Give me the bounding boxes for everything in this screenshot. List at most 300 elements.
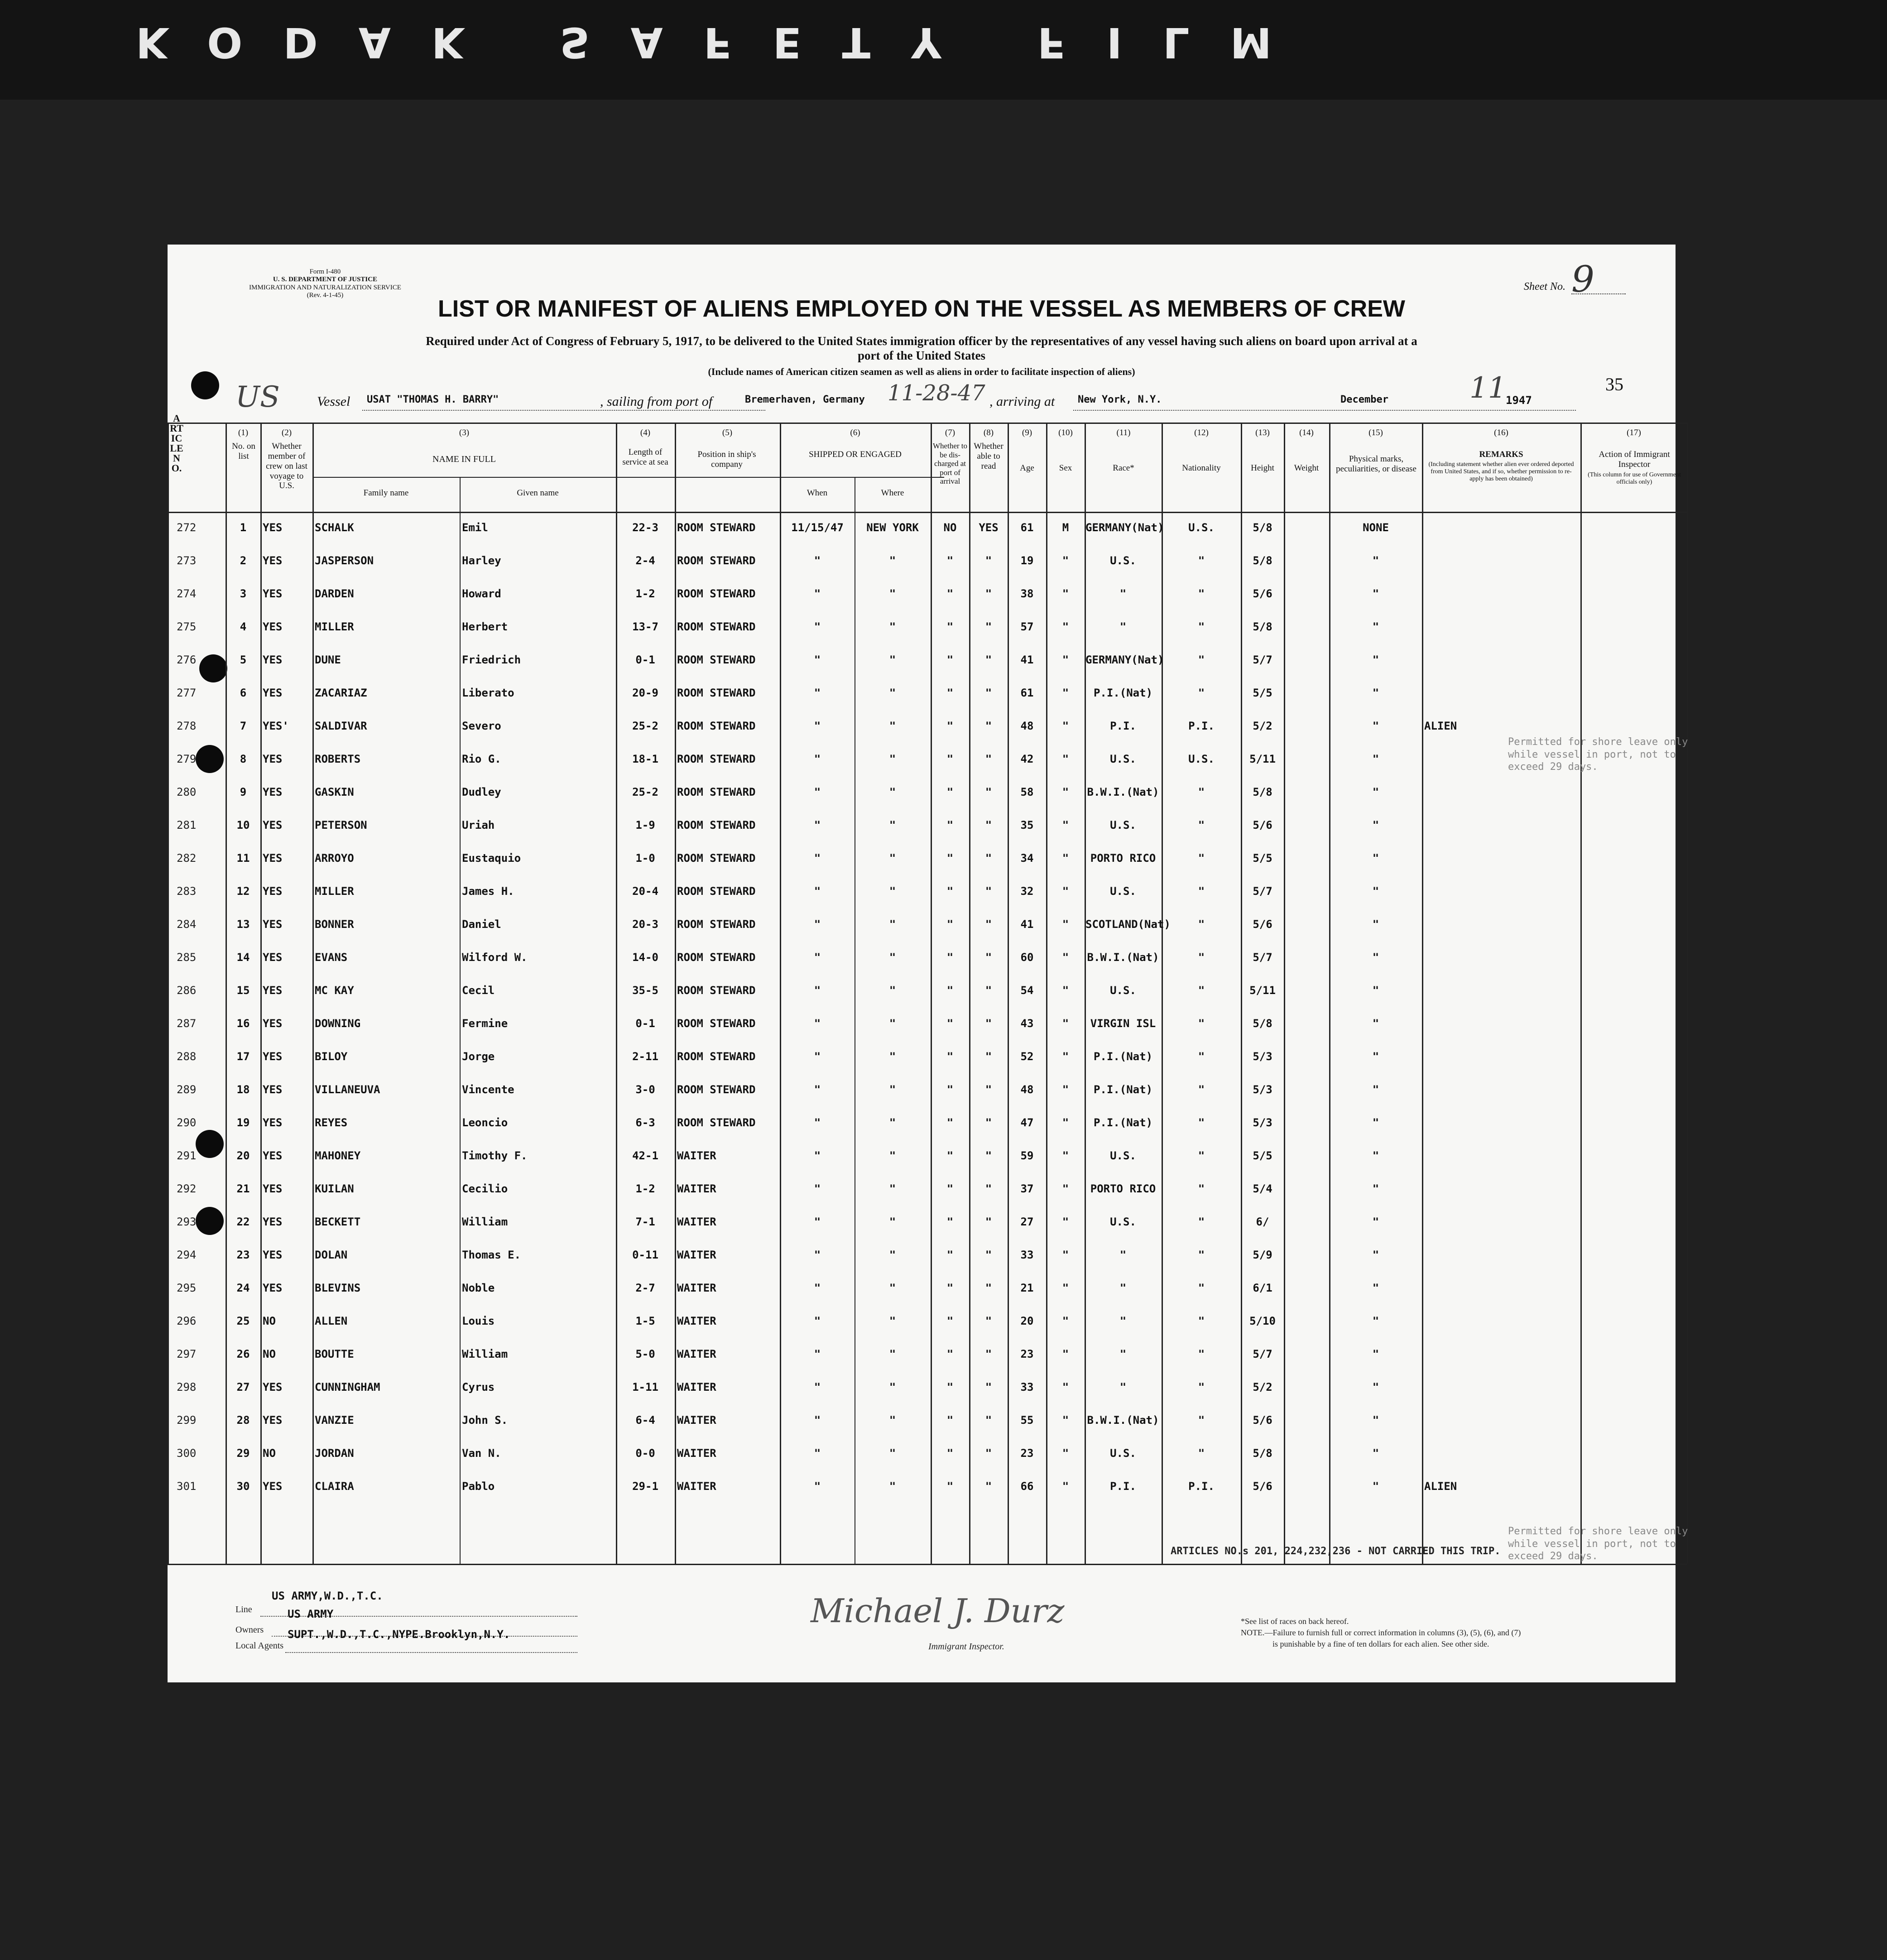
cell-nat: " xyxy=(1198,1083,1205,1096)
cell-position: WAITER xyxy=(677,1480,716,1493)
col-rule xyxy=(226,423,227,1564)
cell-read: " xyxy=(985,951,992,964)
cell-disch: " xyxy=(946,587,954,600)
cell-nat: " xyxy=(1198,1050,1205,1063)
articles-not-carried: ARTICLES NO.s 201, 224,232,236 - NOT CARRIED THIS TRIP. xyxy=(1171,1546,1501,1557)
cell-read: " xyxy=(985,1480,992,1493)
cell-position: WAITER xyxy=(677,1249,716,1261)
cell-where: " xyxy=(889,1348,896,1360)
header-age: Age xyxy=(1020,463,1034,473)
cell-service: 6-3 xyxy=(635,1116,655,1129)
cell-sex: " xyxy=(1062,786,1069,798)
cell-given: Wilford W. xyxy=(462,951,528,964)
cell-sex: " xyxy=(1062,1083,1069,1096)
cell-service: 20-4 xyxy=(632,885,658,898)
cell-read: " xyxy=(985,620,992,633)
cell-where: " xyxy=(889,852,896,865)
cell-race: " xyxy=(1119,1315,1127,1327)
port-to: New York, N.Y. xyxy=(1078,394,1162,405)
cell-race: SCOTLAND(Nat) xyxy=(1085,918,1171,931)
cell-position: ROOM STEWARD xyxy=(677,984,756,997)
cell-crew: YES xyxy=(263,984,283,997)
cell-disch: " xyxy=(946,753,954,765)
cell-no: 15 xyxy=(236,984,250,997)
cell-crew: YES xyxy=(263,1116,283,1129)
cell-where: " xyxy=(889,1480,896,1493)
cell-given: Uriah xyxy=(462,819,495,831)
cell-crew: NO xyxy=(263,1447,276,1460)
cell-race: " xyxy=(1119,1282,1127,1294)
cell-phys: " xyxy=(1372,1215,1379,1228)
cell-position: WAITER xyxy=(677,1447,716,1460)
cell-service: 14-0 xyxy=(632,951,658,964)
cell-height: 5/7 xyxy=(1253,1348,1272,1360)
cell-given: Severo xyxy=(462,720,501,732)
cell-nat: " xyxy=(1198,554,1205,567)
cell-service: 35-5 xyxy=(632,984,658,997)
cell-where: " xyxy=(889,1315,896,1327)
cell-read: " xyxy=(985,1083,992,1096)
cell-position: ROOM STEWARD xyxy=(677,918,756,931)
cell-nat: " xyxy=(1198,1249,1205,1261)
cell-nat: " xyxy=(1198,653,1205,666)
cell-family: DOLAN xyxy=(315,1249,348,1261)
cell-read: " xyxy=(985,1315,992,1327)
cell-nat: " xyxy=(1198,1215,1205,1228)
form-number: Form I-480 xyxy=(309,268,341,275)
cell-age: 60 xyxy=(1020,951,1034,964)
cell-crew: YES xyxy=(263,1249,283,1261)
cell-race: PORTO RICO xyxy=(1090,1182,1156,1195)
cell-phys: " xyxy=(1372,1348,1379,1360)
cell-read: " xyxy=(985,653,992,666)
cell-race: VIRGIN ISL xyxy=(1090,1017,1156,1030)
cell-nat: " xyxy=(1198,1149,1205,1162)
cell-service: 29-1 xyxy=(632,1480,658,1493)
cell-race: U.S. xyxy=(1110,984,1136,997)
vessel-label: Vessel xyxy=(317,394,351,409)
cell-given: Van N. xyxy=(462,1447,501,1460)
cell-nat: " xyxy=(1198,1282,1205,1294)
cell-service: 2-7 xyxy=(635,1282,655,1294)
header-when: When xyxy=(807,488,828,498)
form-service: IMMIGRATION AND NATURALIZATION SERVICE xyxy=(249,283,401,291)
cell-age: 32 xyxy=(1020,885,1034,898)
cell-where: " xyxy=(889,753,896,765)
cell-given: John S. xyxy=(462,1414,508,1427)
cell-phys: " xyxy=(1372,620,1379,633)
cell-nat: " xyxy=(1198,918,1205,931)
note-races: *See list of races on back hereof. xyxy=(1241,1617,1349,1626)
cell-sex: " xyxy=(1062,852,1069,865)
cell-given: William xyxy=(462,1348,508,1360)
cell-read: " xyxy=(985,587,992,600)
cell-phys: " xyxy=(1372,852,1379,865)
cell-service: 42-1 xyxy=(632,1149,658,1162)
cell-age: 57 xyxy=(1020,620,1034,633)
cell-crew: NO xyxy=(263,1315,276,1327)
cell-read: " xyxy=(985,1381,992,1393)
cell-height: 5/8 xyxy=(1253,1017,1272,1030)
header-num: (14) xyxy=(1299,428,1314,437)
cell-disch: " xyxy=(946,984,954,997)
cell-no: 10 xyxy=(236,819,250,831)
cell-crew: YES xyxy=(263,951,283,964)
cell-no: 9 xyxy=(240,786,247,798)
cell-no: 22 xyxy=(236,1215,250,1228)
header-crew-last-voyage: Whether member of crew on last voyage to U.S. xyxy=(266,442,307,491)
cell-phys: " xyxy=(1372,951,1379,964)
cell-where: " xyxy=(889,587,896,600)
manifest-document xyxy=(168,245,1688,1682)
cell-phys: " xyxy=(1372,885,1379,898)
header-discharged: Whether to be dis-charged at port of arrival xyxy=(933,442,967,486)
cell-position: ROOM STEWARD xyxy=(677,1050,756,1063)
article-number: 281 xyxy=(177,819,197,831)
cell-where: " xyxy=(889,1447,896,1460)
cell-disch: " xyxy=(946,554,954,567)
article-number: 295 xyxy=(177,1282,197,1294)
article-number: 289 xyxy=(177,1083,197,1096)
article-number: 283 xyxy=(177,885,197,898)
cell-age: 54 xyxy=(1020,984,1034,997)
cell-crew: YES' xyxy=(263,720,289,732)
cell-given: Fermine xyxy=(462,1017,508,1030)
article-number: 299 xyxy=(177,1414,197,1427)
cell-when: " xyxy=(814,1414,821,1427)
cell-disch: " xyxy=(946,1348,954,1360)
cell-nat: " xyxy=(1198,1447,1205,1460)
cell-race: B.W.I.(Nat) xyxy=(1087,951,1159,964)
cell-family: BONNER xyxy=(315,918,354,931)
cell-disch: " xyxy=(946,819,954,831)
cell-age: 48 xyxy=(1020,1083,1034,1096)
cell-read: " xyxy=(985,1050,992,1063)
article-number: 279 xyxy=(177,753,197,765)
header-weight: Weight xyxy=(1294,463,1319,473)
header-num: (9) xyxy=(1022,428,1032,437)
header-num: (8) xyxy=(983,428,994,437)
cell-read: " xyxy=(985,1249,992,1261)
cell-no: 20 xyxy=(236,1149,250,1162)
cell-phys: " xyxy=(1372,1083,1379,1096)
cell-phys: " xyxy=(1372,1381,1379,1393)
cell-where: " xyxy=(889,1149,896,1162)
cell-service: 20-9 xyxy=(632,687,658,699)
cell-where: " xyxy=(889,720,896,732)
cell-family: BOUTTE xyxy=(315,1348,354,1360)
cell-phys: " xyxy=(1372,786,1379,798)
cell-nat: P.I. xyxy=(1188,720,1215,732)
cell-service: 22-3 xyxy=(632,521,658,534)
cell-service: 1-11 xyxy=(632,1381,658,1393)
cell-family: BILOY xyxy=(315,1050,348,1063)
cell-given: Daniel xyxy=(462,918,501,931)
cell-family: SCHALK xyxy=(315,521,354,534)
cell-sex: " xyxy=(1062,1348,1069,1360)
article-number: 282 xyxy=(177,852,197,865)
cell-height: 5/9 xyxy=(1253,1249,1272,1261)
cell-phys: " xyxy=(1372,653,1379,666)
cell-service: 18-1 xyxy=(632,753,658,765)
header-remarks: REMARKS xyxy=(1479,450,1523,459)
cell-read: " xyxy=(985,885,992,898)
cell-family: GASKIN xyxy=(315,786,354,798)
cell-read: " xyxy=(985,687,992,699)
cell-disch: " xyxy=(946,786,954,798)
cell-crew: YES xyxy=(263,1215,283,1228)
cell-race: P.I. xyxy=(1110,720,1136,732)
cell-given: Cyrus xyxy=(462,1381,495,1393)
footer-line-value: US ARMY,W.D.,T.C. xyxy=(272,1590,383,1602)
header-num: (12) xyxy=(1194,428,1209,437)
header-num: (3) xyxy=(459,428,470,437)
header-action: Action of Immigrant Inspector xyxy=(1599,450,1670,469)
cell-where: " xyxy=(889,951,896,964)
cell-sex: " xyxy=(1062,620,1069,633)
arrival-year: 1947 xyxy=(1506,394,1532,407)
cell-height: 5/2 xyxy=(1253,720,1272,732)
cell-disch: " xyxy=(946,1215,954,1228)
cell-service: 0-1 xyxy=(635,653,655,666)
sheet-number: 9 xyxy=(1571,258,1594,300)
page-number: 35 xyxy=(1605,374,1623,394)
cell-height: 6/1 xyxy=(1253,1282,1272,1294)
cell-nat: " xyxy=(1198,984,1205,997)
col-rule xyxy=(168,423,169,1564)
cell-height: 5/6 xyxy=(1253,1414,1272,1427)
cell-disch: " xyxy=(946,1381,954,1393)
cell-age: 33 xyxy=(1020,1249,1034,1261)
cell-service: 20-3 xyxy=(632,918,658,931)
cell-age: 55 xyxy=(1020,1414,1034,1427)
cell-disch: " xyxy=(946,1149,954,1162)
cell-family: SALDIVAR xyxy=(315,720,367,732)
cell-family: DARDEN xyxy=(315,587,354,600)
cell-height: 5/3 xyxy=(1253,1083,1272,1096)
cell-position: ROOM STEWARD xyxy=(677,852,756,865)
cell-position: ROOM STEWARD xyxy=(677,1083,756,1096)
cell-race: B.W.I.(Nat) xyxy=(1087,1414,1159,1427)
cell-disch: " xyxy=(946,1182,954,1195)
cell-where: " xyxy=(889,1182,896,1195)
cell-read: " xyxy=(985,554,992,567)
cell-age: 38 xyxy=(1020,587,1034,600)
header-name-in-full: NAME IN FULL xyxy=(432,454,496,464)
cell-where: " xyxy=(889,1050,896,1063)
cell-when: " xyxy=(814,1182,821,1195)
cell-disch: " xyxy=(946,1249,954,1261)
cell-disch: NO xyxy=(943,521,957,534)
cell-sex: " xyxy=(1062,1017,1069,1030)
header-article: ARTICLE NO. xyxy=(170,413,183,474)
cell-crew: YES xyxy=(263,653,283,666)
cell-family: PETERSON xyxy=(315,819,367,831)
cell-disch: " xyxy=(946,1414,954,1427)
cell-read: " xyxy=(985,1116,992,1129)
subtitle-act: Required under Act of Congress of February 5, 1917, to be delivered to the United States immigration officer by the representatives of any vessel having such aliens on board upon arrival at a xyxy=(426,334,1417,348)
cell-read: " xyxy=(985,1182,992,1195)
cell-family: DOWNING xyxy=(315,1017,361,1030)
cell-race: " xyxy=(1119,1381,1127,1393)
cell-service: 2-4 xyxy=(635,554,655,567)
article-number: 294 xyxy=(177,1249,197,1261)
cell-disch: " xyxy=(946,918,954,931)
cell-read: " xyxy=(985,984,992,997)
cell-sex: " xyxy=(1062,554,1069,567)
cell-no: 2 xyxy=(240,554,247,567)
cell-sex: " xyxy=(1062,1050,1069,1063)
cell-when: 11/15/47 xyxy=(791,521,844,534)
cell-when: " xyxy=(814,852,821,865)
cell-when: " xyxy=(814,1116,821,1129)
cell-family: MAHONEY xyxy=(315,1149,361,1162)
cell-sex: " xyxy=(1062,918,1069,931)
cell-position: WAITER xyxy=(677,1282,716,1294)
cell-family: JORDAN xyxy=(315,1447,354,1460)
cell-service: 0-0 xyxy=(635,1447,655,1460)
cell-service: 0-11 xyxy=(632,1249,658,1261)
article-number: 298 xyxy=(177,1381,197,1393)
arriving-label: , arriving at xyxy=(989,394,1055,409)
cell-disch: " xyxy=(946,1315,954,1327)
cell-height: 5/8 xyxy=(1253,620,1272,633)
cell-no: 16 xyxy=(236,1017,250,1030)
cell-read: " xyxy=(985,1215,992,1228)
cell-race: P.I.(Nat) xyxy=(1093,1050,1153,1063)
cell-crew: YES xyxy=(263,885,283,898)
article-number: 284 xyxy=(177,918,197,931)
cell-no: 24 xyxy=(236,1282,250,1294)
cell-no: 4 xyxy=(240,620,247,633)
cell-height: 5/4 xyxy=(1253,1182,1272,1195)
cell-when: " xyxy=(814,720,821,732)
cell-race: U.S. xyxy=(1110,819,1136,831)
cell-when: " xyxy=(814,786,821,798)
cell-nat: " xyxy=(1198,1017,1205,1030)
cell-when: " xyxy=(814,1315,821,1327)
cell-no: 30 xyxy=(236,1480,250,1493)
cell-crew: YES xyxy=(263,1083,283,1096)
cell-position: ROOM STEWARD xyxy=(677,521,756,534)
cell-sex: " xyxy=(1062,885,1069,898)
cell-nat: " xyxy=(1198,786,1205,798)
cell-when: " xyxy=(814,1249,821,1261)
cell-phys: " xyxy=(1372,1315,1379,1327)
cell-age: 43 xyxy=(1020,1017,1034,1030)
cell-when: " xyxy=(814,1282,821,1294)
cell-sex: " xyxy=(1062,1149,1069,1162)
cell-given: Vincente xyxy=(462,1083,514,1096)
cell-race: GERMANY(Nat) xyxy=(1085,521,1164,534)
cell-family: ZACARIAZ xyxy=(315,687,367,699)
cell-service: 13-7 xyxy=(632,620,658,633)
header-num: (13) xyxy=(1255,428,1270,437)
cell-family: JASPERSON xyxy=(315,554,374,567)
cell-no: 17 xyxy=(236,1050,250,1063)
table-rule xyxy=(168,512,1687,513)
cell-given: Eustaquio xyxy=(462,852,521,865)
cell-family: BECKETT xyxy=(315,1215,361,1228)
cell-when: " xyxy=(814,885,821,898)
cell-race: " xyxy=(1119,587,1127,600)
cell-no: 12 xyxy=(236,885,250,898)
header-num: (2) xyxy=(281,428,292,437)
cell-sex: M xyxy=(1062,521,1069,534)
cell-phys: " xyxy=(1372,1017,1379,1030)
footer-dots xyxy=(285,1652,577,1653)
cell-age: 35 xyxy=(1020,819,1034,831)
cell-family: ARROYO xyxy=(315,852,354,865)
cell-nat: " xyxy=(1198,687,1205,699)
arrival-dots xyxy=(1073,410,1576,411)
cell-phys: " xyxy=(1372,1182,1379,1195)
cell-given: Herbert xyxy=(462,620,508,633)
footer-owners-label: Owners xyxy=(235,1625,264,1635)
header-num: (15) xyxy=(1368,428,1383,437)
cell-family: VILLANEUVA xyxy=(315,1083,380,1096)
note-failure: NOTE.—Failure to furnish full or correct information in columns (3), (5), (6), and (7) xyxy=(1241,1628,1521,1637)
cell-family: BLEVINS xyxy=(315,1282,361,1294)
header-race: Race* xyxy=(1113,463,1134,473)
cell-where: " xyxy=(889,554,896,567)
film-edge-strip xyxy=(0,0,1887,100)
cell-when: " xyxy=(814,1480,821,1493)
cell-service: 1-9 xyxy=(635,819,655,831)
cell-race: B.W.I.(Nat) xyxy=(1087,786,1159,798)
cell-sex: " xyxy=(1062,819,1069,831)
cell-given: Timothy F. xyxy=(462,1149,528,1162)
cell-when: " xyxy=(814,1348,821,1360)
cell-read: " xyxy=(985,786,992,798)
cell-when: " xyxy=(814,1083,821,1096)
cell-given: Friedrich xyxy=(462,653,521,666)
cell-disch: " xyxy=(946,620,954,633)
cell-family: EVANS xyxy=(315,951,348,964)
col-rule xyxy=(1580,423,1582,1564)
article-number: 285 xyxy=(177,951,197,964)
cell-phys: " xyxy=(1372,753,1379,765)
article-number: 293 xyxy=(177,1215,197,1228)
cell-phys: " xyxy=(1372,720,1379,732)
header-physical: Physical marks, peculiarities, or disease xyxy=(1336,454,1416,474)
cell-no: 23 xyxy=(236,1249,250,1261)
inspector-signature: Michael J. Durz xyxy=(811,1592,1065,1630)
cell-age: 66 xyxy=(1020,1480,1034,1493)
cell-given: Thomas E. xyxy=(462,1249,521,1261)
cell-age: 37 xyxy=(1020,1182,1034,1195)
cell-age: 59 xyxy=(1020,1149,1034,1162)
cell-age: 20 xyxy=(1020,1315,1034,1327)
cell-age: 52 xyxy=(1020,1050,1034,1063)
cell-crew: YES xyxy=(263,554,283,567)
article-number: 275 xyxy=(177,620,197,633)
cell-disch: " xyxy=(946,1050,954,1063)
article-number: 300 xyxy=(177,1447,197,1460)
cell-nat: " xyxy=(1198,1348,1205,1360)
cell-when: " xyxy=(814,687,821,699)
cell-crew: YES xyxy=(263,1381,283,1393)
cell-phys: " xyxy=(1372,1282,1379,1294)
col-rule xyxy=(1284,423,1285,1564)
cell-position: WAITER xyxy=(677,1182,716,1195)
cell-crew: YES xyxy=(263,852,283,865)
cell-when: " xyxy=(814,984,821,997)
header-shipped: SHIPPED OR ENGAGED xyxy=(809,450,902,459)
form-dept: U. S. DEPARTMENT OF JUSTICE xyxy=(273,276,377,283)
cell-phys: " xyxy=(1372,1050,1379,1063)
header-able-read: Whether able to read xyxy=(974,442,1004,471)
